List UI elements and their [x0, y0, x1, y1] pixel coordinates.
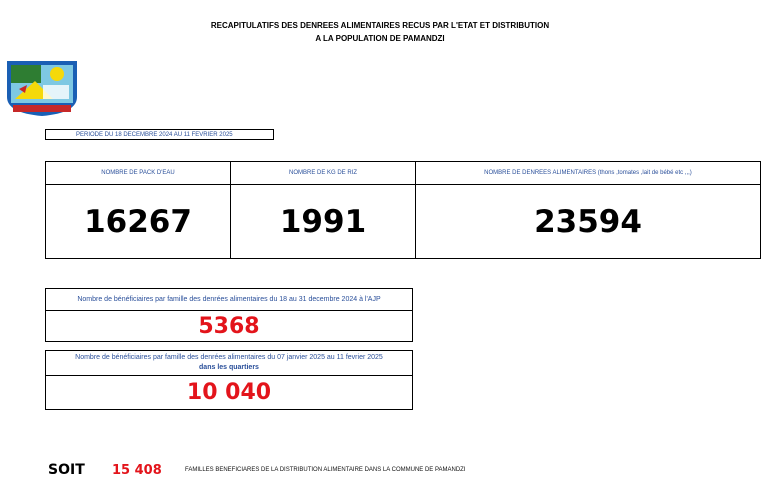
food-items-header: NOMBRE DE DENREES ALIMENTAIRES (thons ,tomates ,lait de bébé etc ,,,) [416, 162, 761, 185]
stats-table [45, 161, 761, 259]
title-line-2: A LA POPULATION DE PAMANDZI [315, 34, 445, 43]
water-packs-header: NOMBRE DE PACK D'EAU [46, 162, 231, 185]
beneficiaries-ajp-box [45, 288, 413, 342]
beneficiaries-quartiers-header [46, 351, 412, 376]
water-packs-value: 16267 [46, 185, 231, 259]
summary-total: 15 408 [112, 463, 162, 478]
beneficiaries-quartiers-box [45, 350, 413, 410]
summary-prefix: SOIT [48, 462, 85, 478]
municipal-logo-icon [5, 59, 79, 117]
period-label: PERIODE DU 18 DECEMBRE 2024 AU 11 FEVRIER 2025 [45, 129, 274, 140]
document-title [190, 19, 570, 45]
stats-header-row [46, 162, 761, 185]
summary-text: FAMILLES BENEFICIARES DE LA DISTRIBUTION ALIMENTAIRE DANS LA COMMUNE DE PAMANDZI [185, 467, 466, 473]
beneficiaries-quartiers-label: Nombre de bénéficiaires par famille des denrées alimentaires du 07 janvier 2025 au 11 fevrier 2025 [75, 354, 383, 361]
title-line-1: RECAPITULATIFS DES DENREES ALIMENTAIRES RECUS PAR L'ETAT ET DISTRIBUTION [210, 21, 550, 30]
beneficiaries-ajp-value: 5368 [198, 314, 260, 339]
beneficiaries-quartiers-value: 10 040 [186, 380, 272, 405]
food-items-value: 23594 [416, 185, 761, 259]
beneficiaries-ajp-label: Nombre de bénéficiaires par famille des denrées alimentaires du 18 au 31 decembre 2024 à l'AJP [46, 289, 412, 311]
rice-kg-value: 1991 [231, 185, 416, 259]
beneficiaries-quartiers-sublabel: dans les quartiers [199, 364, 259, 371]
rice-kg-header: NOMBRE DE KG DE RIZ [231, 162, 416, 185]
stats-value-row [46, 185, 761, 259]
